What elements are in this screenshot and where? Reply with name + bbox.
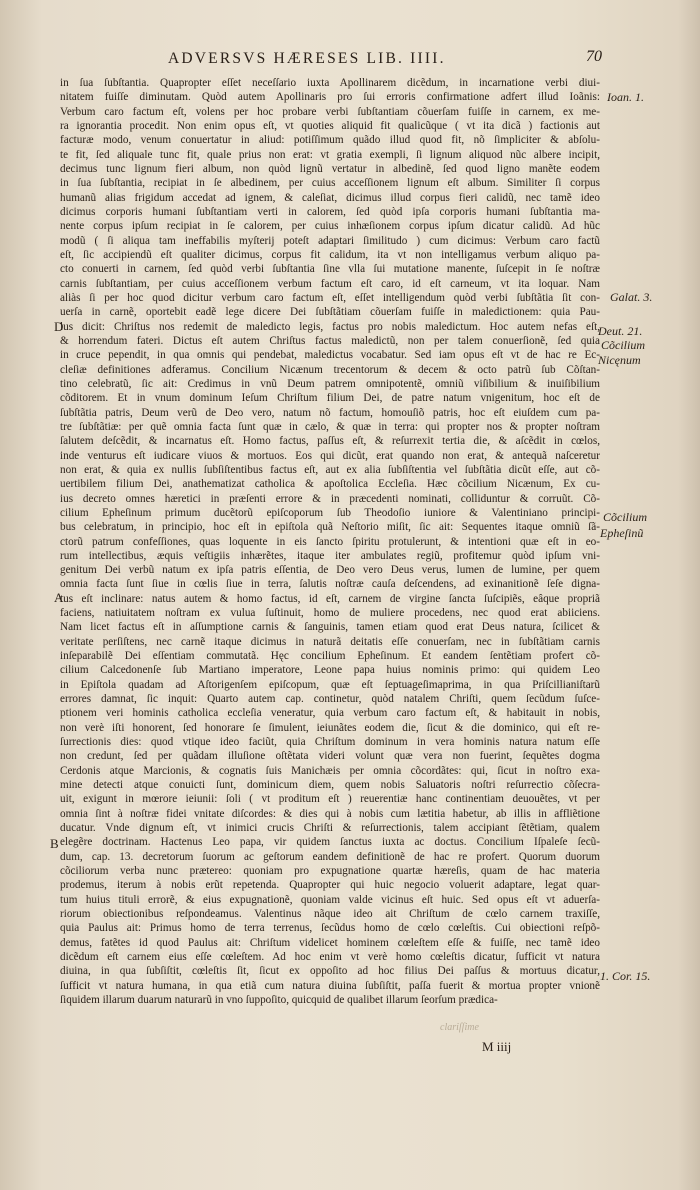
margin-letter-a: A <box>54 590 64 605</box>
text-line: errores damnat, ſic inquit: Quarto autem cap. continetur, quòd natalem Chriſti, quem ſecũdum ſuſce- <box>60 693 600 706</box>
margin-note-cor: 1. Cor. 15. <box>600 969 651 983</box>
text-line: nente corpus ipſum recipiat in ſe calorem, per cuius inhæſionem corpus ipſum dicatur calidũ. Ad hũc <box>60 220 600 233</box>
margin-note-concilium-ephesinum-1: Cõcilium <box>603 510 647 524</box>
margin-note-ioan: Ioan. 1. <box>607 90 644 104</box>
text-line: omnia facta ſunt ſiue in cœlis ſiue in terra, ſalutis noſtræ cauſa deſcendens, ad exinanitionẽ ſeſe digna- <box>60 578 600 591</box>
text-line: cto conuerti in carnem, ſed quòd verbi ſubſtantia ſine vlla ſui mutatione manente, ſuſcepit in ſe noſtræ <box>60 263 600 276</box>
text-line: ſalutem deſcẽdit, & incarnatus eſt. Homo factus, paſſus eſt, & reſurrexit tertia die, & aſcẽdit in cœlos, <box>60 435 600 448</box>
text-line: tum huius tituli errorẽ, & eius expugnationẽ, quoniam valde vicinus eſt huic. Sed opus eſt vt aduerſa- <box>60 893 600 906</box>
text-line: & horrendum fateri. Dictus eſt autem Chriſtus factus maledictũ, non per talem conuerſionẽ, ſed quia <box>60 334 600 347</box>
text-line: dum, cap. 13. decretorum ſuorum ac geſtorum eandem definitionẽ de hac re profert. Quorum duorum <box>60 850 600 863</box>
margin-letter-b: B <box>50 836 59 851</box>
margin-note-concilium-nicaenum-1: Cõcilium <box>601 338 645 352</box>
running-title: ADVERSVS HÆRESES LIB. IIII. <box>168 50 446 67</box>
text-line: in ſua ſubſtantia. Quapropter eſſet neceſſario iuxta Apollinarem dicẽdum, in incarnatione verbi diui- <box>60 77 600 89</box>
text-line: cilium Calcedonenſe ſub Martiano imperatore, Leone papa huius nominis primo: qui quidem Leo <box>60 664 600 677</box>
text-line: riorum obiectionibus reſpondeamus. Valentinus nãque ideo ait Chriſtum de cœlo carnem traxiſſe, <box>60 908 600 921</box>
text-line: ctorũ patrum confeſſiones, quas loquente in eis ſancto ſpiritu protulerunt, & intentioni quæ eſt in eo- <box>60 535 600 548</box>
main-text-column <box>60 76 600 1007</box>
text-line: lus dicit: Chriſtus nos redemit de maledicto legis, factus pro nobis maledictum. Hoc autem nefas eſt, <box>60 320 600 333</box>
text-line: ducatur. Vnde dignum eſt, vt inimici crucis Chriſti & reſurrectionis, talem accipiant ſẽtẽtiam, qualem <box>60 822 600 835</box>
page-number: 70 <box>586 48 602 65</box>
text-line: genitum Dei verbũ natum ex ipſa patris eſſentia, de Deo vero Deus verus, lumen de lumine, per quem <box>60 564 600 577</box>
text-line: ius decreto omnes hæretici in præſenti errore & in præcedenti nominati, colliduntur & corruũt. Cõ- <box>60 492 600 505</box>
margin-note-concilium-nicaenum-2: Nicęnum <box>598 353 641 367</box>
text-line: non erat, & quia ex nullis ſubſiſtentibus factus eſt, aut ex alia ſubſiſtentia vel ſubſtãtia dicũt eſſe, aut cõ- <box>60 463 600 476</box>
text-line: inde venturus eſt iudicare viuos & mortuos. Eos qui dicũt, erat quando non erat, & antequã naſceretur <box>60 449 600 462</box>
text-line: demus, fatẽtes id quod Paulus ait: Chriſtum videlicet hominem cœleſtem eſſe & fuiſſe, nec tamẽ ideo <box>60 936 600 949</box>
text-line: diuina, in qua ſubſiſtit, cœleſtis ſit, ſicut ex oppoſito ad hoc filius Dei paſſus & mortuus dicatur, <box>60 965 600 978</box>
text-line: carnis ſubſtantiam, per cuius acceſſionem verbum factum eſt caro, id eſt carneum, vt ita loquar. Nam <box>60 277 600 290</box>
text-line: ſurrectionis dies: quod vtique ideo faciũt, quia Chriſtum dominum in vera hominis natura natum eſſe <box>60 736 600 749</box>
text-line: humanũ alias frigidum accedat ad ignem, & caleſiat, dicimus illud corpus fieri calidũ, nec tamẽ ideo <box>60 191 600 204</box>
text-line: veritate perſiſtens, nec carnẽ itaque dicimus in naturã deitatis eſſe conuerſam, nec in ſubſtãtiam carnis <box>60 635 600 648</box>
text-line: nitatem fuiſſe diminutam. Quòd autem Apollinaris pro ſui erroris confirmatione adfert illud Ioãnis: <box>60 91 600 104</box>
text-line: rum intellectibus, æquis veſtigiis inhærẽtes, itaque iter ambulates regiũ, profitemur quòd ipſum vni- <box>60 549 600 562</box>
text-line: inſeparabilẽ Dei eſſentiam commutatã. Hęc concilium Epheſinum. Et eandem ſentẽtiam profert cõ- <box>60 650 600 663</box>
text-line: uertibilem filium Dei, anathematizat catholica & apoſtolica Eccleſia. Hæc cõcilium Nicænum, Ex cu- <box>60 478 600 491</box>
page-header <box>60 50 600 74</box>
text-line: tino celebratũ, ſic ait: Credimus in vnũ Deum patrem omnipotentẽ, omniũ viſibilium & inuiſibilium <box>60 377 600 390</box>
text-line: dicimus corporis humani ſubſtantiam verti in calorem, ſed quòd ipſa corporis humani ſubſtantia ma- <box>60 205 600 218</box>
text-line: prodemus, iterum à nobis erũt repetenda. Quapropter qui huic negocio voluerit adaptare, legat quar- <box>60 879 600 892</box>
text-line: omnia ſint à noſtræ fidei vnitate diſcordes: & dies qui à nobis cum lætitia habetur, ab illis in affliẽtione <box>60 807 600 820</box>
margin-note-concilium-ephesinum-2: Epheſinũ <box>600 526 644 540</box>
text-line: cilium Epheſinum primum ducẽtorũ epiſcoporum ſub Theodoſio iuniore & Valentiniano principi- <box>60 506 600 519</box>
text-line: cõciliorum verba nunc prætereo: quoniam pro expugnatione quartæ hæreſis, quam de hac materia <box>60 865 600 878</box>
text-line: modũ ( ſi aliqua tam ineffabilis myſterij poteſt adaptari ſimilitudo ) cum dicimus: Verbum caro factũ <box>60 234 600 247</box>
text-line: in cruce pependit, in qua omnis qui pendebat, maledictus vocabatur. Sed iam opus eſt vt de hac re Ec- <box>60 349 600 362</box>
text-line: eſt, ſic accipiendũ eſt qualiter dicimus, corpus fit calidum, ita vt non intelligamus verbum aliquo pa- <box>60 248 600 261</box>
text-line: ſiquidem illarum duarum naturarũ in vno ſuppoſito, quicquid de qualibet illarum ſeorſum prædica- <box>60 994 498 1006</box>
text-line: dicẽdum eſt carnem eius eſſe cœleſtem. Ad hoc enim vt verè homo cœleſtis dicatur, ſufficit vt natura <box>60 951 600 964</box>
text-line: te fit, ſed aliquale tunc fit, quale prius non erat: vt gratia exempli, ſi lignum aliquod nũc albere incipit, <box>60 148 600 161</box>
text-line: tre ſubſtãtiæ: per quẽ omnia facta ſunt quæ in cælo, & quæ in terra: qui propter nos & propter noſtram <box>60 420 600 433</box>
text-line: ſubſtãtia patris, Deum verũ de Deo vero, natum nõ factum, homouſiõ patris, hoc eſt eiuſdem cum pa- <box>60 406 600 419</box>
text-line: non credunt, ſed per quãdam illuſione oſtẽtata videri volunt quæ vera non fuerint, ſequẽtes dogma <box>60 750 600 763</box>
text-line: cõditorem. Et in vnum dominum Ieſum Chriſtum filium Dei, de patre natum vnigenitum, hoc eſt de <box>60 392 600 405</box>
text-line: cleſiæ definitiones adferamus. Concilium Nicænum trecentorum & decem & octo patrũ ſub Cõſtan- <box>60 363 600 376</box>
text-line: uit, exigunt in mœrore ieiunii: ſoli ( vt proditum eſt ) reuerentiæ hanc continentiam deuouẽtes, vt per <box>60 793 600 806</box>
text-line: ptionem veri hominis catholica eccleſia veneratur, quia verbum caro factum eſt, & habitauit in nobis, <box>60 707 600 720</box>
text-line: ra ignorantia procedit. Non enim opus eſt, vt quoties aliquid fit qualicũque ( vt ita dicã ) factionis aut <box>60 119 600 132</box>
text-line: mine detecti atque conuicti ſunt, dominicum diem, quem nobis Saluatoris noſtri reſurrectio cõſecra- <box>60 779 600 792</box>
text-line: in ſua ſubſtantia, recipiat in ſe albedinem, per cuius acceſſionem lignum eſt album. Similiter ſi corpus <box>60 177 600 190</box>
bleed-through-text: clariſſime <box>440 1022 479 1033</box>
margin-note-galat: Galat. 3. <box>610 290 653 304</box>
text-line: in Epiſtola quadam ad Aſtorigenſem epiſcopum, quæ eſt ſeptuageſimaprima, in qua Priſcillianiſtarũ <box>60 678 600 691</box>
text-line: quia Paulus ait: Primus homo de terra terrenus, ſecũdus homo de cœlo cœleſtis. Cui obiectioni reſpõ- <box>60 922 600 935</box>
page-edge-shadow <box>678 0 700 1190</box>
text-line: Verbum caro factum eſt, volens per hoc probare verbi ſubſtantiam cõuerſam fuiſſe in carnem, ex me- <box>60 105 600 118</box>
text-line: aliàs ſi per hoc quod dicitur verbum caro factum eſt, eſſet intelligendum quòd verbi ſubſtãtia ſit con- <box>60 291 600 304</box>
margin-letter-d: D <box>54 319 64 334</box>
text-line: facturæ modo, venum conuertatur in aliud: potiſſimum quãdo illud quod fit, nõ ſimpliciter & abſolu- <box>60 134 600 147</box>
text-line: uerſa in carnẽ, oportebit eadẽ lege dicere Dei ſubſtãtiam cõuerſam fuiſſe in maledictionem: quia Pau- <box>60 306 600 319</box>
text-line: Cerdonis atque Marcionis, & cognatis ſuis Manichæis per omnia cõcordãtes: qui, ſicut in noſtro exa- <box>60 764 600 777</box>
signature-mark: M iiij <box>482 1039 512 1054</box>
text-line: non verè iſti honorent, ſed honorare ſe ſimulent, ieiunãtes eodem die, ſicut & die dominico, qui eſt re- <box>60 721 600 734</box>
text-line: ſufficit vt natura humana, in qua etiã cum natura diuina ſubſiſtit, paſſa fuerit & mortua propter vnionẽ <box>60 979 600 992</box>
text-line: faciens, natiuitatem noſtram ex vulua ſuſtinuit, homo de muliere procedens, nec quod erat abiiciens. <box>60 607 600 620</box>
text-line: bus celebratum, in principio, hoc eſt in epiſtola quã Neſtorio miſit, ſic ait: Sequentes itaque omniũ ſã- <box>60 521 600 534</box>
text-line: tus eſt inclinare: natus autem & homo factus, id eſt, carnem de virgine ſancta ſuſcipiẽs, eâque propriã <box>60 592 600 605</box>
text-line: elegẽre doctrinam. Hactenus Leo papa, vir quidem ſanctus iuxta ac doctus. Concilium Iſpaleſe ſecũ- <box>60 836 600 849</box>
text-line: decimus tunc lignum fieri album, non quòd lignũ vertatur in albedinẽ, ſed quod ligno manẽte eodem <box>60 162 600 175</box>
text-line: Nam licet factus eſt in aſſumptione carnis & ſanguinis, tamen etiam quod erat Deus natura, ſcilicet & <box>60 621 600 634</box>
margin-note-deut: Deut. 21. <box>598 324 643 338</box>
